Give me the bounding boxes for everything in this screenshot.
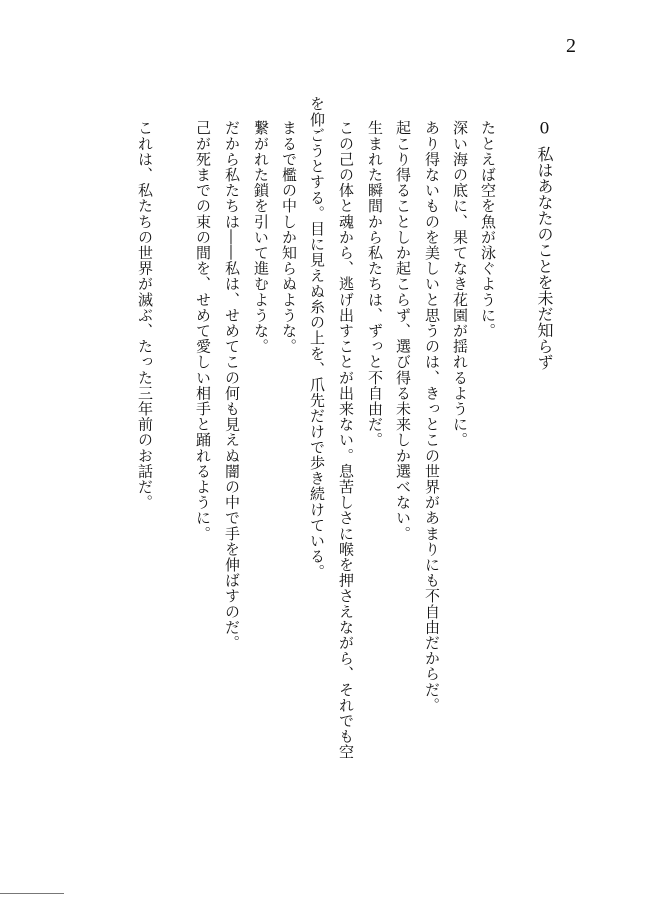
text-line-2: 深い海の底に、果てなき花園が揺れるように。	[451, 120, 469, 448]
text-line-4: 起こり得ることしか起こらず、選び得る未来しか選べない。	[394, 120, 412, 542]
text-line-5: 生まれた瞬間から私たちは、ずっと不自由だ。	[366, 120, 384, 448]
text-line-9: 繋がれた鎖を引いて進むような。	[252, 120, 270, 354]
text-line-11: 己が死までの束の間を、せめて愛しい相手と踊れるように。	[194, 120, 212, 542]
chapter-number: 0	[539, 120, 550, 136]
text-line-6: この己の体と魂から、逃げ出すことが出来ない。息苦しさに喉を押さえながら、それでも空	[337, 120, 355, 760]
text-line-7: を仰ごうとする。目に見えぬ糸の上を、爪先だけで歩き続けている。	[308, 96, 326, 580]
text-line-8: まるで檻の中しか知らぬような。	[280, 120, 298, 354]
text-line-10: だから私たちは――私は、せめてこの何も見えぬ闇の中で手を伸ばすのだ。	[223, 120, 241, 651]
chapter-title: 私はあなたのことを未だ知らず	[535, 146, 554, 370]
page-number: 2	[566, 35, 576, 57]
blank-line	[164, 120, 184, 860]
chapter-heading	[532, 120, 556, 520]
text-line-12: これは、私たちの世界が滅ぶ、たった三年前のお話だ。	[136, 120, 154, 510]
text-line-1: たとえば空を魚が泳ぐように。	[479, 120, 497, 339]
text-line-3: あり得ないものを美しいと思うのは、きっとこの世界があまりにも不自由だからだ。	[423, 120, 441, 713]
footer-rule	[0, 893, 64, 894]
